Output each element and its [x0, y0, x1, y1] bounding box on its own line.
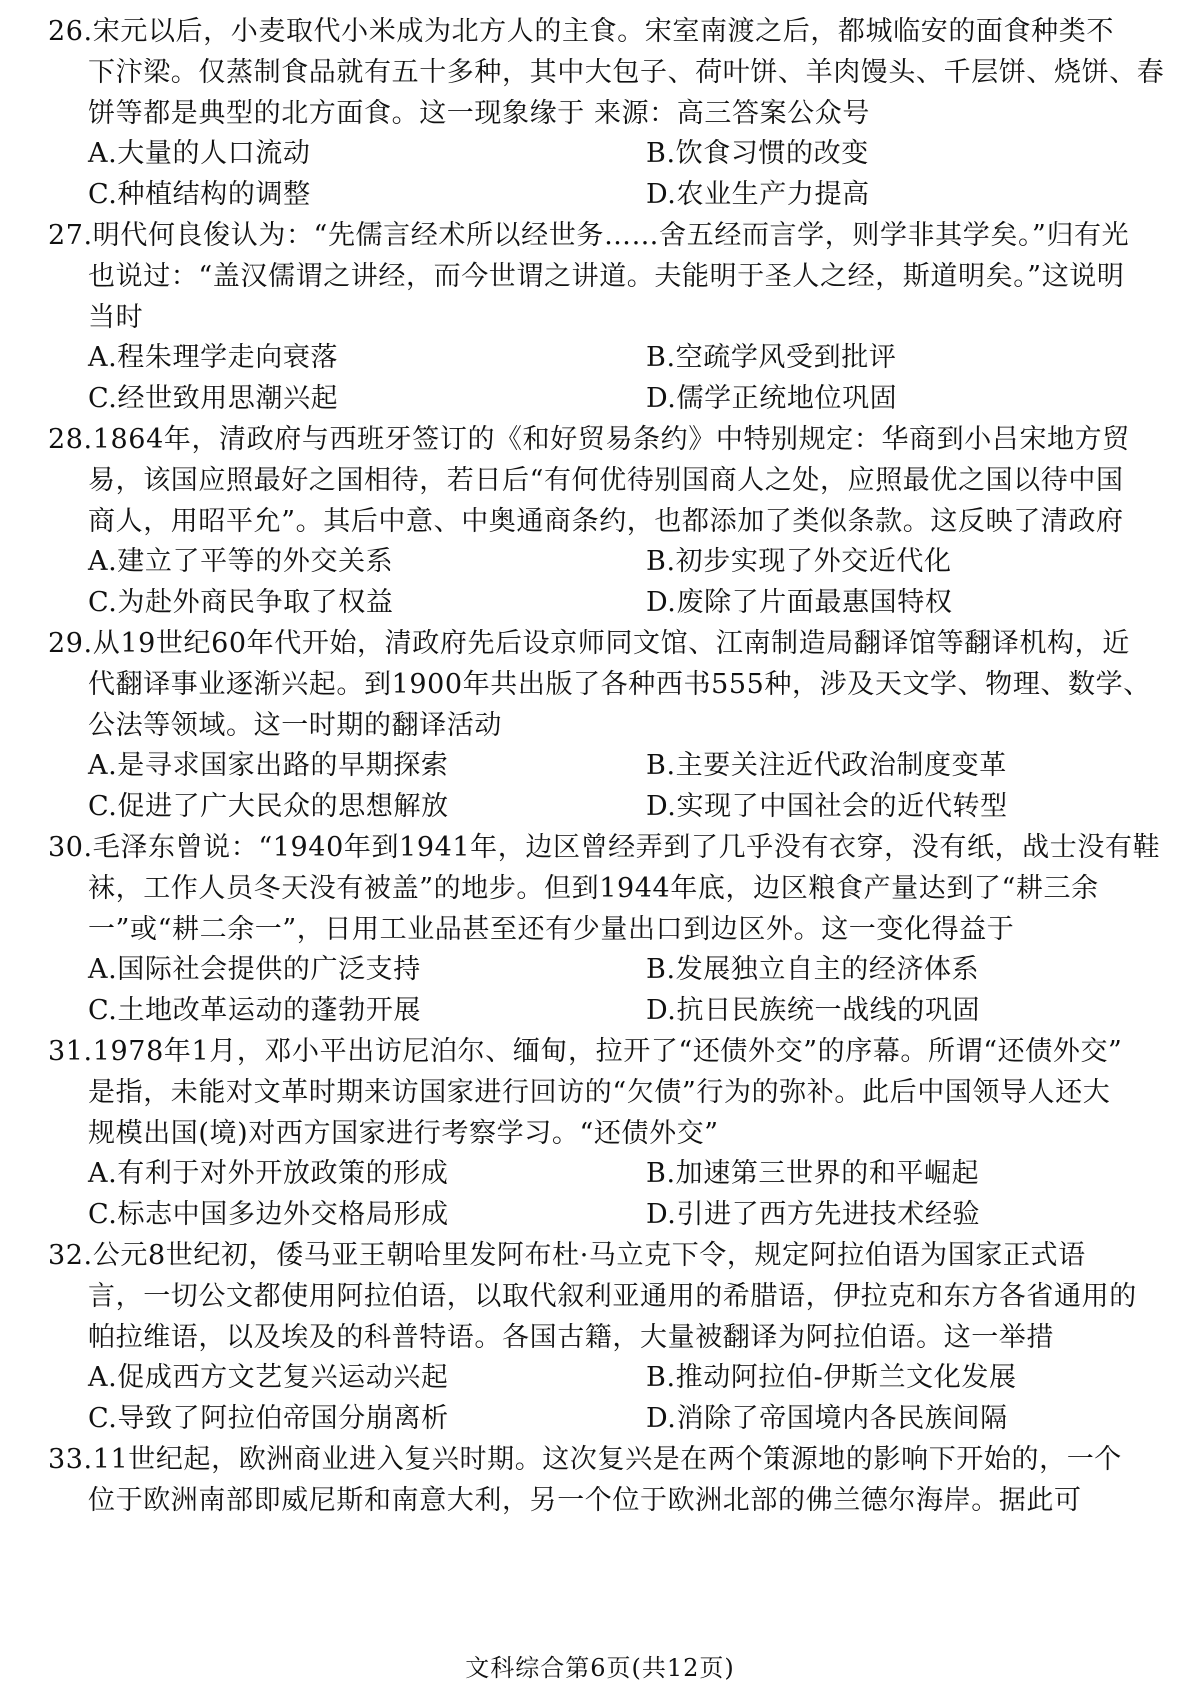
- question-31: [48, 1032, 1168, 1236]
- question-32: [48, 1236, 1168, 1440]
- answer-option: A.有利于对外开放政策的形成: [88, 1158, 449, 1190]
- answer-option: C.土地改革运动的蓬勃开展: [88, 995, 422, 1027]
- option-row: [48, 175, 1168, 216]
- option-row: [48, 1195, 1168, 1236]
- question-stem-line: 公法等领域。这一时期的翻译活动: [88, 709, 502, 741]
- answer-option: B.饮食习惯的改变: [646, 138, 869, 170]
- answer-option: C.为赴外商民争取了权益: [88, 587, 394, 619]
- question-stem-line: 29.从19世纪60年代开始，清政府先后设京师同文馆、江南制造局翻译馆等翻译机构，近: [48, 628, 1130, 659]
- answer-option: D.儒学正统地位巩固: [646, 383, 898, 415]
- answer-option: D.农业生产力提高: [646, 179, 870, 211]
- question-stem-line: 袜，工作人员冬天没有被盖”的地步。但到1944年底，边区粮食产量达到了“耕三余: [88, 872, 1099, 904]
- option-row: [48, 991, 1168, 1032]
- question-stem-line: 饼等都是典型的北方面食。这一现象缘于 来源：高三答案公众号: [88, 97, 870, 129]
- question-stem-line: 言，一切公文都使用阿拉伯语，以取代叙利亚通用的希腊语，伊拉克和东方各省通用的: [88, 1280, 1137, 1312]
- answer-option: D.废除了片面最惠国特权: [646, 587, 953, 619]
- page-footer: 文科综合第6页(共12页): [465, 1654, 735, 1682]
- option-row: [48, 134, 1168, 175]
- question-stem-line: 32.公元8世纪初，倭马亚王朝哈里发阿布杜·马立克下令，规定阿拉伯语为国家正式语: [48, 1240, 1086, 1271]
- question-stem-line: 位于欧洲南部即威尼斯和南意大利，另一个位于欧洲北部的佛兰德尔海岸。据此可: [88, 1484, 1082, 1516]
- question-stem-line: 规模出国(境)对西方国家进行考察学习。“还债外交”: [88, 1117, 719, 1149]
- answer-option: D.抗日民族统一战线的巩固: [646, 995, 981, 1027]
- question-stem-line: 26.宋元以后，小麦取代小米成为北方人的主食。宋室南渡之后，都城临安的面食种类不: [48, 16, 1114, 47]
- answer-option: A.大量的人口流动: [88, 138, 311, 170]
- question-stem-line: 33.11世纪起，欧洲商业进入复兴时期。这次复兴是在两个策源地的影响下开始的，一个: [48, 1444, 1122, 1475]
- question-stem-line: 商人，用昭平允”。其后中意、中奥通商条约，也都添加了类似条款。这反映了清政府: [88, 505, 1124, 537]
- answer-option: A.建立了平等的外交关系: [88, 546, 394, 578]
- question-stem-line: 也说过：“盖汉儒谓之讲经，而今世谓之讲道。夫能明于圣人之经，斯道明矣。”这说明: [88, 260, 1125, 292]
- option-row: [48, 950, 1168, 991]
- option-row: [48, 1399, 1168, 1440]
- answer-option: C.促进了广大民众的思想解放: [88, 791, 449, 823]
- option-row: [48, 583, 1168, 624]
- question-26: [48, 12, 1168, 216]
- answer-option: B.空疏学风受到批评: [646, 342, 897, 374]
- answer-option: A.程朱理学走向衰落: [88, 342, 339, 374]
- answer-option: D.消除了帝国境内各民族间隔: [646, 1403, 1008, 1435]
- option-row: [48, 338, 1168, 379]
- option-row: [48, 746, 1168, 787]
- option-row: [48, 1358, 1168, 1399]
- question-stem-line: 28.1864年，清政府与西班牙签订的《和好贸易条约》中特别规定：华商到小吕宋地方贸: [48, 424, 1130, 455]
- question-30: [48, 828, 1168, 1032]
- question-33: [48, 1440, 1168, 1522]
- answer-option: A.促成西方文艺复兴运动兴起: [88, 1362, 449, 1394]
- question-stem-line: 是指，未能对文革时期来访国家进行回访的“欠债”行为的弥补。此后中国领导人还大: [88, 1076, 1111, 1108]
- answer-option: B.加速第三世界的和平崛起: [646, 1158, 980, 1190]
- question-stem-line: 31.1978年1月，邓小平出访尼泊尔、缅甸，拉开了“还债外交”的序幕。所谓“还债外交”: [48, 1036, 1123, 1067]
- option-row: [48, 379, 1168, 420]
- answer-option: D.实现了中国社会的近代转型: [646, 791, 1008, 823]
- question-stem-line: 代翻译事业逐渐兴起。到1900年共出版了各种西书555种，涉及天文学、物理、数学、: [88, 668, 1151, 700]
- question-stem-line: 一”或“耕二余一”，日用工业品甚至还有少量出口到边区外。这一变化得益于: [88, 913, 1015, 945]
- question-stem-line: 30.毛泽东曾说：“1940年到1941年，边区曾经弄到了几乎没有衣穿，没有纸，战士没有鞋: [48, 832, 1161, 863]
- answer-option: B.发展独立自主的经济体系: [646, 954, 980, 986]
- question-27: [48, 216, 1168, 420]
- question-stem-line: 27.明代何良俊认为：“先儒言经术所以经世务……舍五经而言学，则学非其学矣。”归有光: [48, 220, 1130, 251]
- question-stem-line: 当时: [88, 301, 144, 333]
- option-row: [48, 787, 1168, 828]
- answer-option: B.初步实现了外交近代化: [646, 546, 952, 578]
- answer-option: A.是寻求国家出路的早期探索: [88, 750, 449, 782]
- question-stem-line: 帕拉维语，以及埃及的科普特语。各国古籍，大量被翻译为阿拉伯语。这一举措: [88, 1321, 1054, 1353]
- question-stem-line: 下汴梁。仅蒸制食品就有五十多种，其中大包子、荷叶饼、羊肉馒头、千层饼、烧饼、春: [88, 56, 1165, 88]
- question-28: [48, 420, 1168, 624]
- option-row: [48, 1154, 1168, 1195]
- answer-option: C.标志中国多边外交格局形成: [88, 1199, 449, 1231]
- answer-option: C.种植结构的调整: [88, 179, 311, 211]
- answer-option: A.国际社会提供的广泛支持: [88, 954, 421, 986]
- answer-option: B.推动阿拉伯-伊斯兰文化发展: [646, 1362, 1017, 1394]
- question-stem-line: 易，该国应照最好之国相待，若日后“有何优待别国商人之处，应照最优之国以待中国: [88, 464, 1124, 496]
- answer-option: C.经世致用思潮兴起: [88, 383, 339, 415]
- option-row: [48, 542, 1168, 583]
- answer-option: C.导致了阿拉伯帝国分崩离析: [88, 1403, 449, 1435]
- answer-option: B.主要关注近代政治制度变革: [646, 750, 1007, 782]
- question-29: [48, 624, 1168, 828]
- answer-option: D.引进了西方先进技术经验: [646, 1199, 981, 1231]
